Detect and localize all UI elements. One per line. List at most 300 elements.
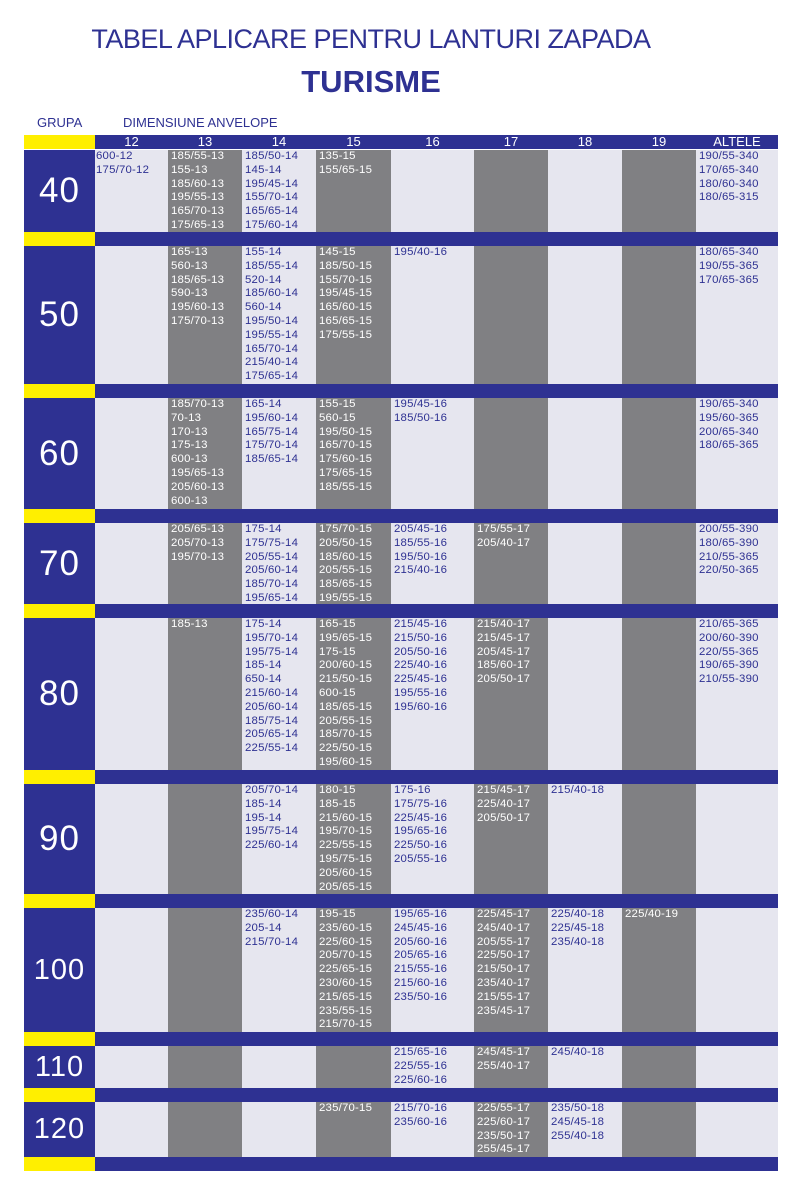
tire-size: 165/70-15 bbox=[319, 439, 373, 452]
tire-size: 195/65-14 bbox=[245, 591, 299, 604]
tire-size: 195/65-16 bbox=[394, 908, 448, 920]
tire-size: 195/60-16 bbox=[394, 700, 448, 713]
cell-group-100-rim-altele bbox=[696, 908, 778, 1032]
cell-group-110-rim-altele bbox=[696, 1046, 778, 1088]
cell-group-70-rim-16 bbox=[391, 523, 474, 604]
cell-group-70-rim-18 bbox=[548, 523, 622, 604]
tire-size: 215/40-14 bbox=[245, 356, 299, 369]
tire-size: 215/40-18 bbox=[551, 784, 605, 796]
tire-size: 175/60-14 bbox=[245, 218, 299, 231]
cell-group-90-rim-15 bbox=[316, 784, 391, 894]
cell-group-50-rim-17 bbox=[474, 246, 548, 384]
separator-yellow-block bbox=[24, 770, 95, 784]
cell-group-110-rim-12 bbox=[95, 1046, 168, 1088]
tire-size: 195/70-13 bbox=[171, 550, 225, 563]
cell-group-100-rim-17 bbox=[474, 908, 548, 1032]
tire-size: 185/65-14 bbox=[245, 453, 299, 466]
cell-group-60-rim-altele bbox=[696, 398, 778, 509]
cell-group-110-rim-18 bbox=[548, 1046, 622, 1088]
tire-size: 205/55-17 bbox=[477, 935, 531, 948]
tire-size: 600-13 bbox=[171, 494, 208, 507]
tire-size: 205/45-16 bbox=[394, 523, 448, 535]
tire-size: 215/60-15 bbox=[319, 811, 373, 824]
tire-size: 175-13 bbox=[171, 439, 208, 452]
tire-size: 185/70-14 bbox=[245, 578, 299, 591]
tire-size: 185/65-15 bbox=[319, 700, 373, 713]
tire-size: 600-13 bbox=[171, 453, 208, 466]
tire-size: 205/60-16 bbox=[394, 935, 448, 948]
group-number: 70 bbox=[39, 543, 80, 583]
tire-size: 165-15 bbox=[319, 618, 356, 630]
cell-group-60-rim-14 bbox=[242, 398, 316, 509]
tire-size: 195/65-13 bbox=[171, 466, 225, 479]
cell-group-80-rim-altele bbox=[696, 618, 778, 770]
tire-size: 185/60-15 bbox=[319, 550, 373, 563]
row-separator bbox=[24, 1088, 778, 1102]
tire-size: 185/55-15 bbox=[319, 480, 373, 493]
tire-size: 195/65-15 bbox=[319, 631, 373, 644]
tire-size: 215/50-17 bbox=[477, 963, 531, 976]
cell-group-80-rim-16 bbox=[391, 618, 474, 770]
group-number: 110 bbox=[34, 1050, 85, 1083]
tire-size: 225/40-17 bbox=[477, 797, 531, 810]
group-number: 60 bbox=[39, 433, 80, 473]
tire-size: 215/70-15 bbox=[319, 1018, 373, 1031]
separator-yellow-block bbox=[24, 232, 95, 246]
tire-size: 195/55-14 bbox=[245, 328, 299, 341]
tire-size: 225/45-17 bbox=[477, 908, 531, 920]
cell-group-80-rim-14 bbox=[242, 618, 316, 770]
tire-size: 215/40-17 bbox=[477, 618, 531, 630]
tire-size: 185/55-13 bbox=[171, 150, 225, 162]
tire-size: 185/65-15 bbox=[319, 578, 373, 591]
tire-size: 225/45-18 bbox=[551, 921, 605, 934]
tire-size: 600-15 bbox=[319, 686, 356, 699]
group-column-label: GRUPA bbox=[37, 115, 83, 130]
cell-group-100-rim-15 bbox=[316, 908, 391, 1032]
cell-group-50-rim-19 bbox=[622, 246, 696, 384]
tire-size: 180/60-340 bbox=[699, 177, 759, 190]
tire-size: 200/60-15 bbox=[319, 659, 373, 672]
cell-group-70-rim-17 bbox=[474, 523, 548, 604]
tire-size: 195/40-16 bbox=[394, 246, 448, 258]
cell-group-100-rim-13 bbox=[168, 908, 242, 1032]
tire-size: 235/60-15 bbox=[319, 921, 373, 934]
tire-size: 205/50-17 bbox=[477, 673, 531, 686]
cell-group-110-rim-15 bbox=[316, 1046, 391, 1088]
tire-size: 155-14 bbox=[245, 246, 282, 258]
row-separator bbox=[24, 770, 778, 784]
group-number: 100 bbox=[33, 953, 86, 986]
tire-size: 235/60-16 bbox=[394, 1115, 448, 1128]
tire-size: 210/65-365 bbox=[699, 618, 759, 630]
tire-size: 195/45-15 bbox=[319, 287, 373, 300]
tire-size: 185-13 bbox=[171, 618, 208, 630]
row-separator bbox=[24, 1032, 778, 1046]
row-separator bbox=[24, 604, 778, 618]
tire-size: 230/60-15 bbox=[319, 976, 373, 989]
column-header-13: 13 bbox=[197, 134, 213, 149]
tire-size: 235/70-15 bbox=[319, 1102, 373, 1114]
group-60-label bbox=[24, 398, 95, 509]
tire-size: 185/55-14 bbox=[245, 259, 299, 272]
tire-size: 195/60-14 bbox=[245, 411, 299, 424]
tire-size: 215/55-17 bbox=[477, 990, 531, 1003]
tire-size: 175/70-13 bbox=[171, 314, 225, 327]
group-number: 80 bbox=[39, 674, 80, 713]
tire-size: 205/55-14 bbox=[245, 550, 299, 563]
tire-size: 155/70-14 bbox=[245, 191, 299, 204]
column-header-16: 16 bbox=[425, 134, 440, 149]
cell-group-90-rim-18 bbox=[548, 784, 622, 894]
cell-group-40-rim-14 bbox=[242, 150, 316, 232]
cell-group-120-rim-17 bbox=[474, 1102, 548, 1157]
cell-group-50-rim-18 bbox=[548, 246, 622, 384]
tire-size: 215/45-17 bbox=[477, 784, 531, 796]
tire-size: 225/40-18 bbox=[551, 908, 605, 920]
tire-size: 145-14 bbox=[245, 163, 282, 176]
tire-size: 225/40-19 bbox=[625, 908, 679, 920]
tire-size: 225/40-16 bbox=[394, 659, 448, 672]
cell-group-100-rim-14 bbox=[242, 908, 316, 1032]
cell-group-50-rim-14 bbox=[242, 246, 316, 384]
tire-size: 185-14 bbox=[245, 797, 282, 810]
column-header-14: 14 bbox=[271, 134, 287, 149]
tire-size: 185/60-13 bbox=[171, 177, 225, 190]
tire-size: 245/45-18 bbox=[551, 1115, 605, 1128]
tire-size: 180-15 bbox=[319, 784, 356, 796]
tire-size: 205/70-15 bbox=[319, 949, 373, 962]
tire-size: 225/50-15 bbox=[319, 742, 373, 755]
cell-group-70-rim-15 bbox=[316, 523, 391, 604]
tire-size: 195/75-15 bbox=[319, 852, 373, 865]
cell-group-60-rim-18 bbox=[548, 398, 622, 509]
column-header-15: 15 bbox=[346, 134, 361, 149]
cell-group-110-rim-16 bbox=[391, 1046, 474, 1088]
tire-size: 225/55-17 bbox=[477, 1102, 531, 1114]
cell-group-40-rim-altele bbox=[696, 150, 778, 232]
tire-size: 165/75-14 bbox=[245, 425, 299, 438]
tire-size: 205/60-14 bbox=[245, 700, 299, 713]
separator-yellow-block bbox=[24, 604, 95, 618]
tire-size: 215/50-16 bbox=[394, 631, 448, 644]
tire-dimension-label: DIMENSIUNE ANVELOPE bbox=[123, 115, 278, 130]
tire-size: 175-15 bbox=[319, 645, 356, 658]
group-100-label bbox=[24, 908, 95, 1032]
tire-size: 235/50-18 bbox=[551, 1102, 605, 1114]
tire-size: 225/55-16 bbox=[394, 1059, 448, 1072]
cell-group-80-rim-12 bbox=[95, 618, 168, 770]
tire-size: 185/50-14 bbox=[245, 150, 299, 162]
tire-size: 190/55-340 bbox=[699, 150, 759, 162]
tire-size: 235/50-16 bbox=[394, 990, 448, 1003]
cell-group-120-rim-14 bbox=[242, 1102, 316, 1157]
tire-size: 175/75-14 bbox=[245, 536, 299, 549]
group-110-label bbox=[24, 1046, 95, 1088]
tire-size: 175/70-12 bbox=[96, 163, 150, 176]
tire-size: 245/45-17 bbox=[477, 1046, 531, 1058]
group-number: 40 bbox=[39, 171, 80, 210]
tire-size: 155-15 bbox=[319, 398, 356, 410]
group-90-label bbox=[24, 784, 95, 894]
cell-group-100-rim-12 bbox=[95, 908, 168, 1032]
tire-size: 520-14 bbox=[245, 273, 282, 286]
group-50-label bbox=[24, 246, 95, 384]
group-number: 90 bbox=[39, 819, 80, 858]
tire-size: 225/55-14 bbox=[245, 742, 299, 755]
tire-size: 185/65-13 bbox=[171, 273, 225, 286]
cell-group-60-rim-12 bbox=[95, 398, 168, 509]
tire-size: 175/70-14 bbox=[245, 439, 299, 452]
tire-size: 225/60-15 bbox=[319, 935, 373, 948]
cell-group-120-rim-18 bbox=[548, 1102, 622, 1157]
cell-group-80-rim-18 bbox=[548, 618, 622, 770]
cell-group-60-rim-15 bbox=[316, 398, 391, 509]
tire-size: 560-15 bbox=[319, 411, 356, 424]
tire-size: 205/60-13 bbox=[171, 480, 225, 493]
tire-size: 165-13 bbox=[171, 246, 208, 258]
tire-size: 235/40-17 bbox=[477, 976, 531, 989]
tire-size: 225/50-17 bbox=[477, 949, 531, 962]
tire-size: 185/70-15 bbox=[319, 728, 373, 741]
header-yellow-block bbox=[24, 135, 95, 149]
tire-size: 205-14 bbox=[245, 921, 282, 934]
tire-size: 195/65-16 bbox=[394, 825, 448, 838]
cell-group-90-rim-14 bbox=[242, 784, 316, 894]
tire-size: 195/60-15 bbox=[319, 755, 373, 768]
cell-group-80-rim-13 bbox=[168, 618, 242, 770]
cell-group-80-rim-19 bbox=[622, 618, 696, 770]
cell-group-40-rim-18 bbox=[548, 150, 622, 232]
separator-yellow-block bbox=[24, 1157, 95, 1171]
cell-group-60-rim-13 bbox=[168, 398, 242, 509]
tire-size: 205/50-15 bbox=[319, 536, 373, 549]
column-header-12: 12 bbox=[124, 134, 139, 149]
tire-size: 175/75-16 bbox=[394, 797, 448, 810]
tire-size: 175/65-15 bbox=[319, 466, 373, 479]
tire-size: 560-13 bbox=[171, 259, 208, 272]
cell-group-40-rim-16 bbox=[391, 150, 474, 232]
tire-size: 175/60-15 bbox=[319, 453, 373, 466]
cell-group-70-rim-13 bbox=[168, 523, 242, 604]
tire-size: 185/70-13 bbox=[171, 398, 225, 410]
separator-yellow-block bbox=[24, 509, 95, 523]
row-separator bbox=[24, 232, 778, 246]
cell-group-40-rim-17 bbox=[474, 150, 548, 232]
tire-size: 135-15 bbox=[319, 150, 356, 162]
tire-size: 205/65-13 bbox=[171, 523, 225, 535]
tire-size: 195/55-13 bbox=[171, 191, 225, 204]
tire-size: 205/40-17 bbox=[477, 536, 531, 549]
tire-size: 175/55-17 bbox=[477, 523, 531, 535]
tire-size: 205/65-14 bbox=[245, 728, 299, 741]
cell-group-40-rim-15 bbox=[316, 150, 391, 232]
cell-group-110-rim-13 bbox=[168, 1046, 242, 1088]
cell-group-100-rim-18 bbox=[548, 908, 622, 1032]
page-subtitle: TURISME bbox=[301, 64, 441, 99]
tire-size: 205/55-15 bbox=[319, 564, 373, 577]
tire-size: 235/40-18 bbox=[551, 935, 605, 948]
tire-size: 195/50-15 bbox=[319, 425, 373, 438]
row-separator bbox=[24, 1157, 778, 1171]
tire-size: 190/55-365 bbox=[699, 259, 759, 272]
tire-size: 255/40-18 bbox=[551, 1129, 605, 1142]
tire-size: 225/45-16 bbox=[394, 673, 448, 686]
tire-size: 170-13 bbox=[171, 425, 208, 438]
tire-size: 165/65-14 bbox=[245, 205, 299, 218]
tire-size: 180/65-315 bbox=[699, 191, 759, 204]
tire-size: 600-12 bbox=[96, 150, 133, 162]
separator-yellow-block bbox=[24, 1032, 95, 1046]
separator-yellow-block bbox=[24, 894, 95, 908]
column-header-19: 19 bbox=[651, 134, 667, 149]
tire-size: 170/65-340 bbox=[699, 163, 759, 176]
column-header-18: 18 bbox=[577, 134, 593, 149]
cell-group-80-rim-17 bbox=[474, 618, 548, 770]
tire-size: 205/70-14 bbox=[245, 784, 299, 796]
tire-size: 195/70-14 bbox=[245, 631, 299, 644]
tire-size: 190/65-340 bbox=[699, 398, 759, 410]
tire-size: 175/65-13 bbox=[171, 218, 225, 231]
tire-size: 215/60-16 bbox=[394, 976, 448, 989]
cell-group-50-rim-16 bbox=[391, 246, 474, 384]
cell-group-40-rim-13 bbox=[168, 150, 242, 232]
cell-group-50-rim-13 bbox=[168, 246, 242, 384]
tire-size: 170/65-365 bbox=[699, 273, 759, 286]
tire-size: 215/55-16 bbox=[394, 963, 448, 976]
tire-size: 195-15 bbox=[319, 908, 356, 920]
group-80-label bbox=[24, 618, 95, 770]
tire-size: 650-14 bbox=[245, 673, 282, 686]
cell-group-50-rim-12 bbox=[95, 246, 168, 384]
tire-size: 155-13 bbox=[171, 163, 208, 176]
tire-size: 215/40-16 bbox=[394, 564, 448, 577]
tire-size: 180/65-365 bbox=[699, 439, 759, 452]
tire-size: 195-14 bbox=[245, 811, 282, 824]
tire-size: 180/65-390 bbox=[699, 536, 759, 549]
tire-size: 205/45-17 bbox=[477, 645, 531, 658]
tire-size: 245/45-16 bbox=[394, 921, 448, 934]
cell-group-40-rim-12 bbox=[95, 150, 168, 232]
tire-size: 175-14 bbox=[245, 523, 282, 535]
row-separator bbox=[24, 384, 778, 398]
tire-size: 245/40-17 bbox=[477, 921, 531, 934]
group-number: 50 bbox=[39, 295, 80, 334]
tire-size: 225/45-16 bbox=[394, 811, 448, 824]
cell-group-90-rim-19 bbox=[622, 784, 696, 894]
separator-yellow-block bbox=[24, 384, 95, 398]
cell-group-120-rim-13 bbox=[168, 1102, 242, 1157]
cell-group-110-rim-14 bbox=[242, 1046, 316, 1088]
tire-size: 205/50-16 bbox=[394, 645, 448, 658]
cell-group-110-rim-17 bbox=[474, 1046, 548, 1088]
tire-size: 215/60-14 bbox=[245, 686, 299, 699]
cell-group-40-rim-19 bbox=[622, 150, 696, 232]
tire-size: 215/70-14 bbox=[245, 935, 299, 948]
tire-size: 185/60-14 bbox=[245, 287, 299, 300]
tire-size: 205/55-16 bbox=[394, 852, 448, 865]
tire-size: 180/65-340 bbox=[699, 246, 759, 258]
separator-yellow-block bbox=[24, 1088, 95, 1102]
cell-group-120-rim-15 bbox=[316, 1102, 391, 1157]
cell-group-70-rim-14 bbox=[242, 523, 316, 604]
tire-size: 165/70-14 bbox=[245, 342, 299, 355]
page-title: TABEL APLICARE PENTRU LANTURI ZAPADA bbox=[91, 24, 651, 54]
tire-size: 185-14 bbox=[245, 659, 282, 672]
tire-size: 175-14 bbox=[245, 618, 282, 630]
tire-size: 225/55-15 bbox=[319, 839, 373, 852]
tire-size: 145-15 bbox=[319, 246, 356, 258]
cell-group-120-rim-altele bbox=[696, 1102, 778, 1157]
tire-size: 195/75-14 bbox=[245, 825, 299, 838]
tire-size: 195/75-14 bbox=[245, 645, 299, 658]
tire-size: 560-14 bbox=[245, 301, 282, 314]
tire-size: 225/60-14 bbox=[245, 839, 299, 852]
tire-size: 225/65-15 bbox=[319, 963, 373, 976]
tire-size: 255/40-17 bbox=[477, 1059, 531, 1072]
cell-group-70-rim-altele bbox=[696, 523, 778, 604]
tire-size: 215/45-17 bbox=[477, 631, 531, 644]
column-header-altele: ALTELE bbox=[713, 134, 761, 149]
tire-size: 225/60-17 bbox=[477, 1115, 531, 1128]
tire-size: 165/70-13 bbox=[171, 205, 225, 218]
tire-size: 235/45-17 bbox=[477, 1004, 531, 1017]
tire-size: 590-13 bbox=[171, 287, 208, 300]
group-number: 120 bbox=[33, 1113, 86, 1145]
tire-size: 165/60-15 bbox=[319, 301, 373, 314]
tire-size: 195/50-16 bbox=[394, 550, 448, 563]
cell-group-80-rim-15 bbox=[316, 618, 391, 770]
tire-size: 220/55-365 bbox=[699, 645, 759, 658]
tire-size: 200/55-390 bbox=[699, 523, 759, 535]
tire-size: 190/65-390 bbox=[699, 659, 759, 672]
tire-size: 175/70-15 bbox=[319, 523, 373, 535]
tire-size: 235/55-15 bbox=[319, 1004, 373, 1017]
group-120-label bbox=[24, 1102, 95, 1157]
group-70-label bbox=[24, 523, 95, 604]
tire-size: 205/55-15 bbox=[319, 714, 373, 727]
tire-size: 195/60-13 bbox=[171, 301, 225, 314]
tire-size: 200/60-390 bbox=[699, 631, 759, 644]
cell-group-110-rim-19 bbox=[622, 1046, 696, 1088]
tire-size: 195/55-16 bbox=[394, 686, 448, 699]
cell-group-70-rim-12 bbox=[95, 523, 168, 604]
tire-size: 200/65-340 bbox=[699, 425, 759, 438]
tire-size: 185-15 bbox=[319, 797, 356, 810]
cell-group-120-rim-19 bbox=[622, 1102, 696, 1157]
tire-size: 255/45-17 bbox=[477, 1143, 531, 1156]
tire-size: 195/70-15 bbox=[319, 825, 373, 838]
cell-group-70-rim-19 bbox=[622, 523, 696, 604]
tire-size: 155/65-15 bbox=[319, 163, 373, 176]
tire-size: 185/75-14 bbox=[245, 714, 299, 727]
tire-size: 235/60-14 bbox=[245, 908, 299, 920]
tire-size: 215/50-15 bbox=[319, 673, 373, 686]
tire-size: 205/70-13 bbox=[171, 536, 225, 549]
tire-size: 185/55-16 bbox=[394, 536, 448, 549]
tire-size: 195/50-14 bbox=[245, 314, 299, 327]
column-header-17: 17 bbox=[503, 134, 519, 149]
cell-group-100-rim-16 bbox=[391, 908, 474, 1032]
tire-size: 245/40-18 bbox=[551, 1046, 605, 1058]
cell-group-50-rim-15 bbox=[316, 246, 391, 384]
tire-size: 165-14 bbox=[245, 398, 282, 410]
cell-group-90-rim-altele bbox=[696, 784, 778, 894]
row-separator bbox=[24, 894, 778, 908]
cell-group-90-rim-12 bbox=[95, 784, 168, 894]
tire-size: 215/65-15 bbox=[319, 990, 373, 1003]
cell-group-90-rim-16 bbox=[391, 784, 474, 894]
